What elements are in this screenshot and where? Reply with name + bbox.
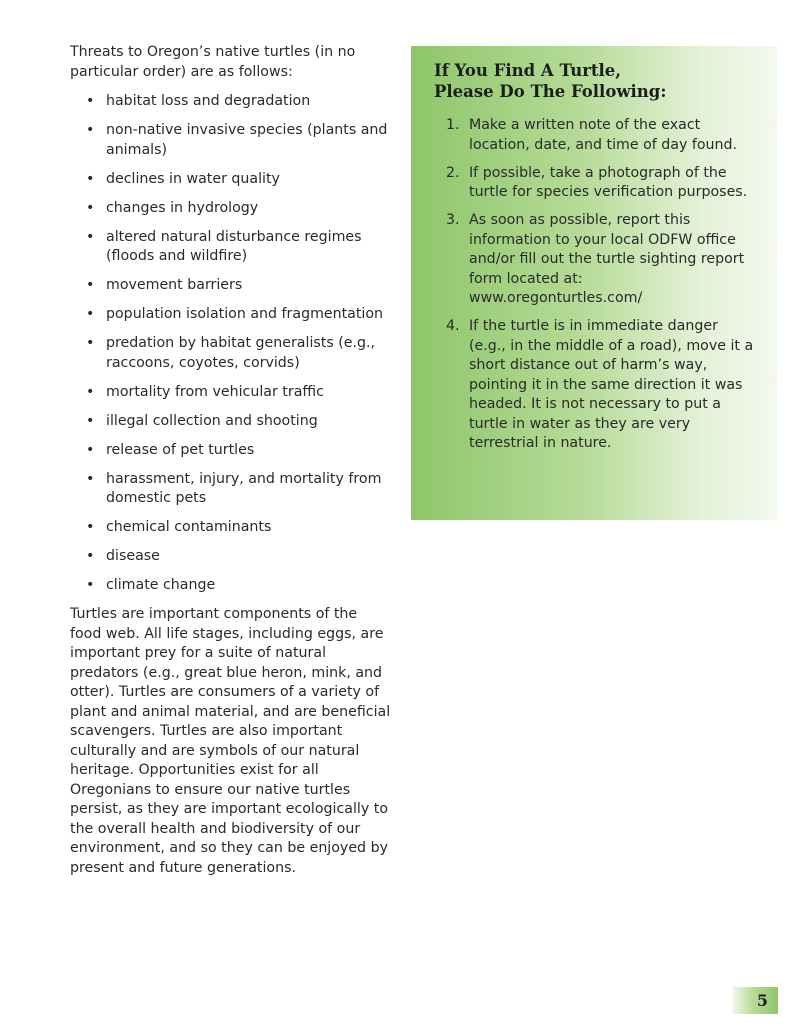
list-item bbox=[70, 170, 392, 190]
threat-text: population isolation and fragmentation bbox=[106, 306, 384, 322]
threat-text: movement barriers bbox=[106, 277, 243, 293]
step-text: If possible, take a photograph of the turtle for species verification purposes. bbox=[469, 164, 748, 200]
step-number: 3. bbox=[446, 212, 460, 228]
step-number: 1. bbox=[446, 117, 460, 133]
callout-title-line: Please Do The Following: bbox=[434, 82, 667, 101]
turtle-found-callout bbox=[411, 46, 777, 520]
callout-title bbox=[434, 60, 755, 102]
left-column bbox=[70, 43, 392, 878]
threat-text: harassment, injury, and mortality from domestic pets bbox=[106, 470, 382, 506]
threat-text: non-native invasive species (plants and animals) bbox=[106, 122, 388, 158]
list-item bbox=[70, 441, 392, 461]
list-item bbox=[70, 121, 392, 160]
threat-text: chemical contaminants bbox=[106, 519, 272, 535]
step-item bbox=[434, 211, 755, 309]
list-item bbox=[70, 199, 392, 219]
bullet-icon: • bbox=[86, 93, 95, 109]
steps-list bbox=[434, 116, 755, 454]
list-item bbox=[70, 228, 392, 267]
importance-paragraph: Turtles are important components of the food web. All life stages, including eggs, are important prey for a suite of natural predators (e.g., great blue heron, mink, and otter). Turtles are consumers of a variety of plant and animal material, and are beneficial scavengers. Turtles are also important culturally and are symbols of our natural heritage. Opportunities exist for all Oregonians to ensure our native turtles persist, as they are important ecologically to the overall health and biodiversity of our environment, and so they can be enjoyed by present and future generations. bbox=[70, 606, 391, 876]
bullet-icon: • bbox=[86, 519, 95, 535]
list-item bbox=[70, 334, 392, 373]
list-item bbox=[70, 547, 392, 567]
bullet-icon: • bbox=[86, 412, 95, 429]
bullet-icon: • bbox=[86, 122, 95, 138]
threat-text: changes in hydrology bbox=[106, 199, 259, 216]
callout-title-line: If You Find A Turtle, bbox=[434, 61, 622, 80]
list-item bbox=[70, 305, 392, 325]
threat-text: declines in water quality bbox=[106, 170, 280, 187]
list-item bbox=[70, 470, 392, 509]
bullet-icon: • bbox=[86, 277, 95, 293]
list-item bbox=[70, 412, 392, 432]
step-number: 4. bbox=[446, 318, 460, 334]
threat-text: climate change bbox=[106, 577, 216, 593]
bullet-icon: • bbox=[86, 199, 95, 216]
threat-text: predation by habitat generalists (e.g., raccoons, coyotes, corvids) bbox=[106, 335, 376, 371]
bullet-icon: • bbox=[86, 335, 95, 351]
bullet-icon: • bbox=[86, 577, 95, 593]
bullet-icon: • bbox=[86, 383, 95, 400]
bullet-icon: • bbox=[86, 470, 95, 487]
threat-text: disease bbox=[106, 548, 160, 564]
step-text: As soon as possible, report this information to your local ODFW office and/or fill out the turtle sighting report form located at: www.oregonturtles.com/ bbox=[469, 212, 745, 306]
threat-text: mortality from vehicular traffic bbox=[106, 383, 324, 400]
step-text: If the turtle is in immediate danger (e.g., in the middle of a road), move it a short distance out of harm’s way, pointing it in the same direction it was headed. It is not necessary to put a turtle in water as they are very terrestrial in nature. bbox=[469, 318, 754, 451]
list-item bbox=[70, 92, 392, 112]
threat-text: altered natural disturbance regimes (floods and wildfire) bbox=[106, 228, 362, 264]
list-item bbox=[70, 276, 392, 296]
bullet-icon: • bbox=[86, 306, 95, 322]
list-item bbox=[70, 576, 392, 596]
threat-text: illegal collection and shooting bbox=[106, 412, 318, 429]
threat-text: release of pet turtles bbox=[106, 441, 255, 458]
list-item bbox=[70, 383, 392, 403]
bullet-icon: • bbox=[86, 170, 95, 187]
threat-text: habitat loss and degradation bbox=[106, 93, 311, 109]
bullet-icon: • bbox=[86, 441, 95, 458]
step-item bbox=[434, 164, 755, 203]
bullet-icon: • bbox=[86, 548, 95, 564]
step-item bbox=[434, 317, 755, 454]
bullet-icon: • bbox=[86, 228, 95, 245]
step-item bbox=[434, 116, 755, 155]
step-text: Make a written note of the exact location, date, and time of day found. bbox=[469, 117, 738, 153]
list-item bbox=[70, 518, 392, 538]
step-number: 2. bbox=[446, 164, 460, 181]
page-number: 5 bbox=[732, 987, 778, 1014]
threats-list bbox=[70, 92, 392, 596]
threats-intro: Threats to Oregon’s native turtles (in no particular order) are as follows: bbox=[70, 44, 356, 80]
